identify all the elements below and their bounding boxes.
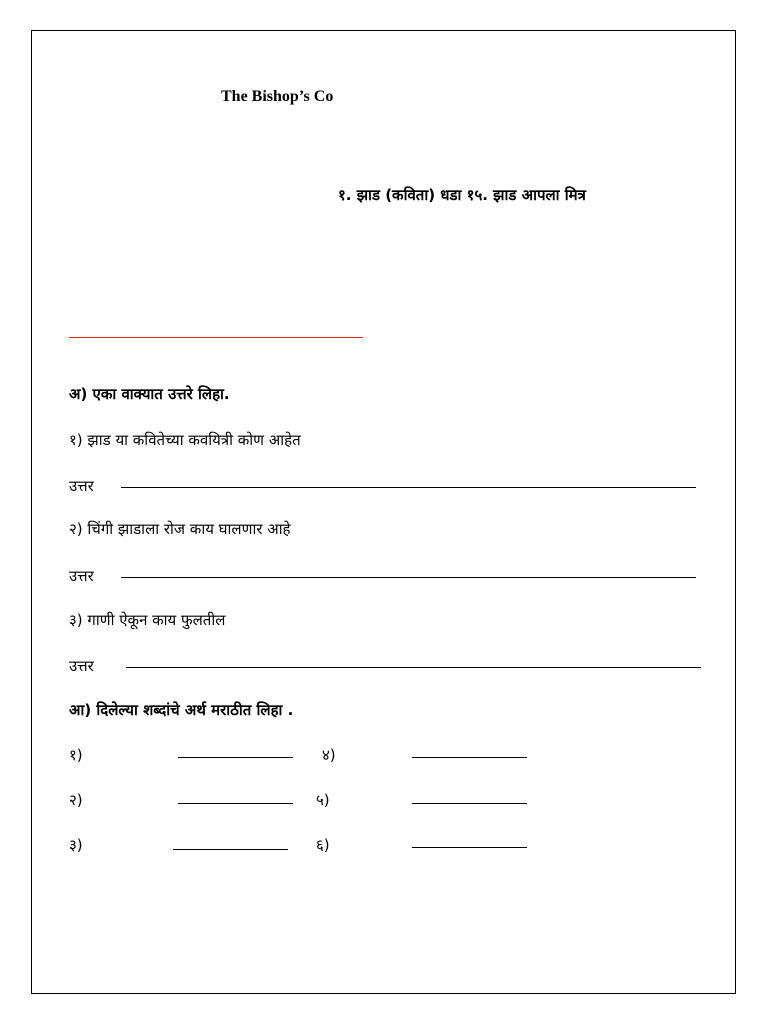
word-blank-1[interactable] (178, 757, 293, 758)
section-b-heading: आ) दिलेल्या शब्दांचे अर्थ मराठीत लिहा . (69, 701, 294, 719)
word-number-5: ५) (316, 791, 330, 809)
answer-line-3[interactable] (126, 667, 701, 668)
word-number-6: ६) (316, 836, 330, 854)
word-blank-3[interactable] (173, 849, 288, 850)
page-border (31, 30, 736, 994)
section-a-heading: अ) एका वाक्यात उत्तरे लिहा. (69, 385, 230, 403)
answer-line-1[interactable] (121, 487, 696, 488)
word-number-1: १) (69, 746, 83, 764)
answer-label-3: उत्तर (69, 657, 94, 675)
word-blank-5[interactable] (412, 803, 527, 804)
question-3: ३) गाणी ऐकून काय फुलतील (69, 611, 226, 629)
word-number-4: ४) (322, 746, 336, 764)
question-2: २) चिंगी झाडाला रोज काय घालणार आहे (69, 520, 291, 538)
question-1: १) झाड या कवितेच्या कवयित्री कोण आहेत (69, 431, 301, 449)
lesson-title: १. झाड (कविता) धडा १५. झाड आपला मित्र (338, 186, 586, 204)
word-number-3: ३) (69, 836, 83, 854)
word-number-2: २) (69, 791, 83, 809)
answer-label-1: उत्तर (69, 477, 94, 495)
school-name: The Bishop’s Co (221, 88, 334, 105)
word-blank-6[interactable] (412, 847, 527, 848)
word-blank-2[interactable] (178, 803, 293, 804)
word-blank-4[interactable] (412, 757, 527, 758)
answer-line-2[interactable] (121, 577, 696, 578)
red-divider (69, 337, 363, 338)
answer-label-2: उत्तर (69, 567, 94, 585)
